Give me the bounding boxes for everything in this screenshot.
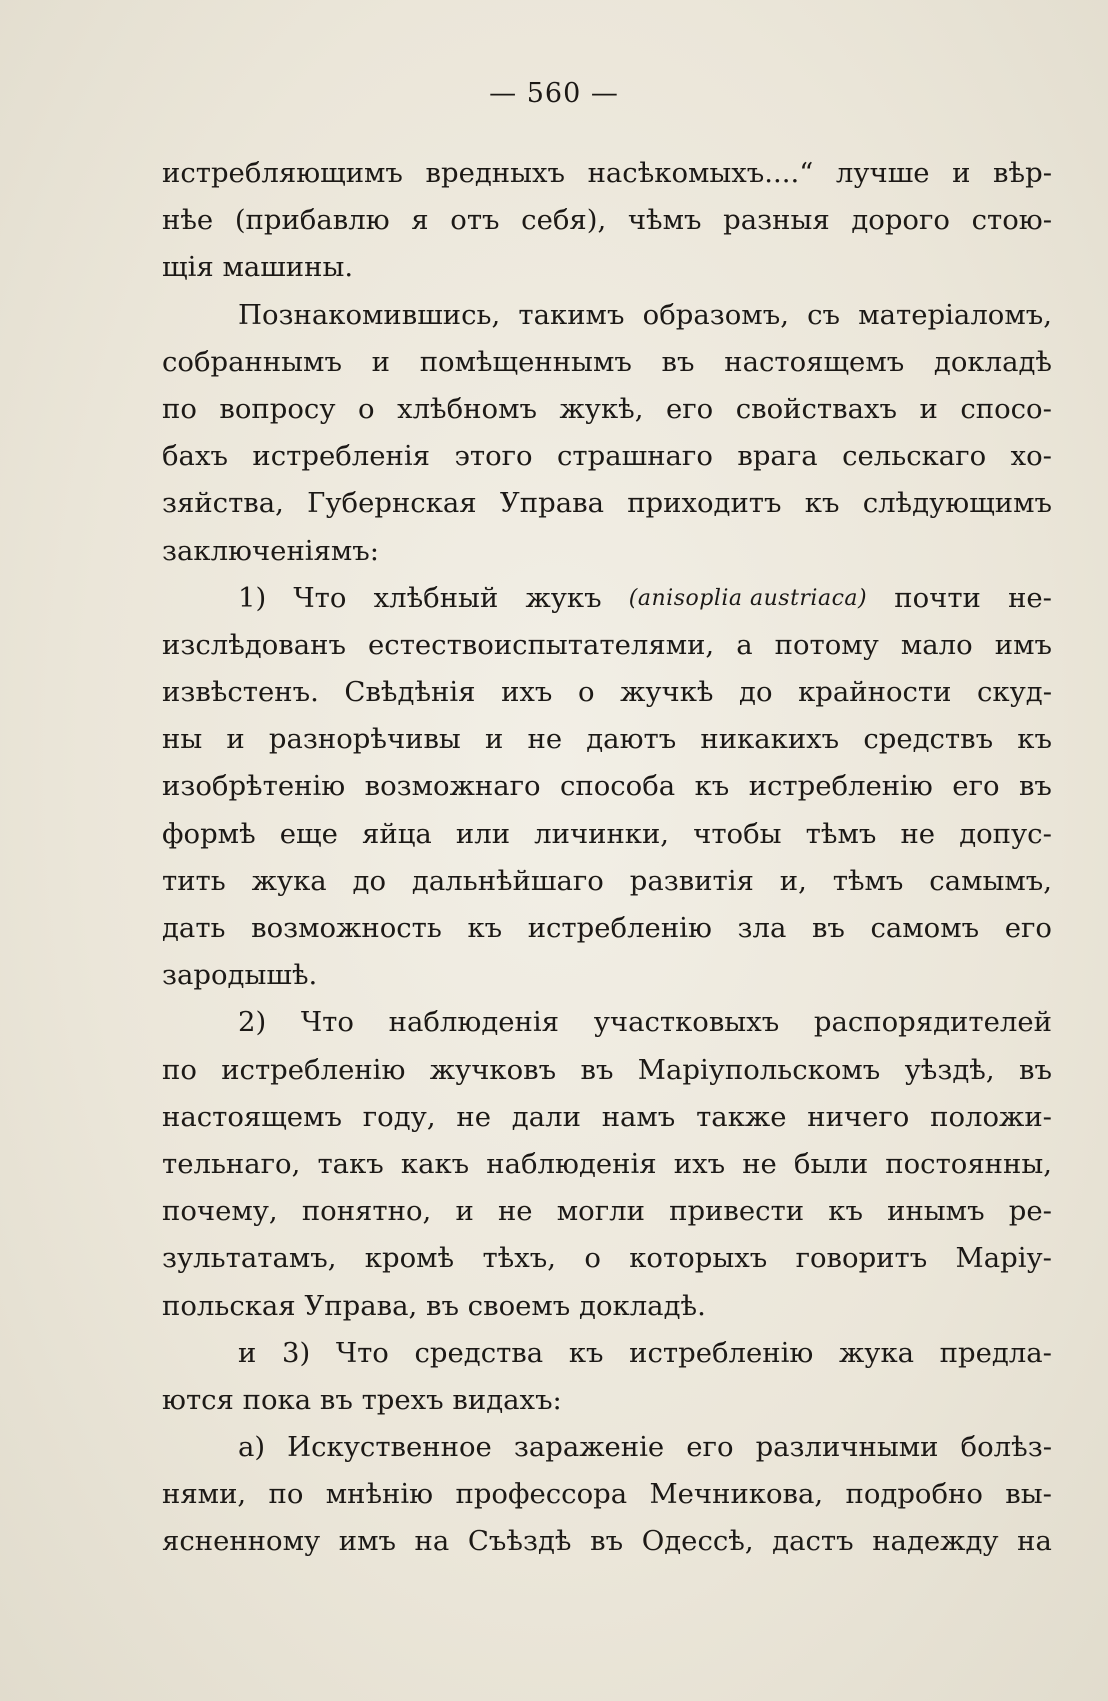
- word: дастъ: [772, 1525, 854, 1558]
- word: до: [352, 864, 387, 897]
- word: чѣмъ: [627, 204, 702, 237]
- word: въ: [661, 345, 695, 378]
- word: его: [952, 770, 1000, 803]
- word: о: [577, 676, 595, 709]
- word: Искуственное: [287, 1431, 492, 1464]
- word: приходитъ: [627, 487, 782, 520]
- word: почему,: [162, 1195, 278, 1228]
- word: вы-: [1005, 1478, 1052, 1511]
- word: Маріупольскомъ: [637, 1053, 881, 1086]
- page-number: — 560 —: [489, 78, 619, 109]
- word: имъ: [338, 1525, 396, 1558]
- word: тѣмъ: [805, 817, 877, 850]
- word: хлѣбномъ: [397, 392, 537, 425]
- word: въ: [590, 1525, 624, 1558]
- word: допус-: [959, 817, 1052, 850]
- word: дать: [162, 912, 226, 944]
- word: заключеніямъ:: [162, 534, 380, 567]
- word: формѣ: [162, 817, 256, 850]
- word: могли: [556, 1195, 645, 1228]
- word: его: [686, 1431, 734, 1464]
- word: наблюденія: [486, 1147, 657, 1180]
- word: насѣкомыхъ....“: [587, 157, 814, 189]
- paragraph-start-line: [162, 575, 1052, 622]
- text-line: [162, 1518, 1052, 1565]
- word: и: [484, 723, 504, 756]
- text-line: [162, 150, 1052, 197]
- word: болѣз-: [960, 1431, 1052, 1464]
- word: естествоиспытателями,: [368, 628, 715, 661]
- word: докладѣ: [933, 345, 1052, 378]
- word: или: [455, 817, 511, 850]
- word: не: [742, 1147, 777, 1180]
- paragraph-start-line: [162, 1424, 1052, 1471]
- word: такъ: [317, 1147, 384, 1180]
- word: съ: [807, 298, 841, 331]
- word: жучковъ: [429, 1053, 557, 1086]
- word: хлѣбный: [373, 581, 499, 614]
- word: также: [696, 1100, 787, 1133]
- word: и: [371, 345, 390, 378]
- word: скуд-: [977, 676, 1052, 709]
- word: и: [238, 1336, 257, 1369]
- paragraph-start-line: [162, 292, 1052, 339]
- word: въ: [1018, 1053, 1052, 1086]
- word: не-: [1008, 581, 1052, 614]
- text-line: [162, 528, 1052, 575]
- text-line: [162, 244, 1052, 291]
- word: самымъ,: [929, 864, 1052, 897]
- word: въ: [580, 1053, 614, 1086]
- word: сельскаго: [842, 440, 987, 473]
- word: не: [456, 1100, 491, 1133]
- word: такимъ: [518, 298, 625, 331]
- word: на: [414, 1525, 450, 1558]
- word: истребляющимъ: [162, 157, 403, 189]
- word: къ: [568, 1336, 604, 1369]
- word: 2): [238, 1006, 267, 1039]
- word: профессора: [455, 1478, 628, 1511]
- word: къ: [694, 770, 730, 803]
- word: образомъ,: [642, 298, 789, 331]
- word: врага: [737, 440, 818, 473]
- word: развитія: [629, 864, 754, 897]
- word: зла: [737, 912, 787, 944]
- word: его: [665, 392, 714, 425]
- latin-species-name: (anisoplia austriaca): [628, 585, 868, 611]
- word: не: [900, 817, 936, 850]
- word: ихъ: [673, 1147, 726, 1180]
- word: къ: [828, 1195, 863, 1228]
- word: ются пока въ трехъ видахъ:: [162, 1383, 562, 1416]
- word: настоящемъ: [724, 345, 905, 378]
- word: жука: [838, 1336, 915, 1369]
- word: истребленію: [527, 912, 712, 944]
- word: зультатамъ,: [162, 1242, 337, 1275]
- word: ясненному: [162, 1525, 321, 1558]
- word: (прибавлю: [234, 204, 390, 237]
- word: какъ: [400, 1147, 470, 1180]
- word: изобрѣтенію: [162, 770, 346, 803]
- word: жукѣ,: [559, 392, 644, 425]
- word: и: [455, 1195, 474, 1228]
- word: ничего: [807, 1100, 910, 1133]
- word: истребленію: [221, 1053, 406, 1086]
- word: яйца: [362, 817, 432, 850]
- paragraph-start-line: [162, 1330, 1052, 1377]
- word: привести: [669, 1195, 805, 1228]
- text-line: [162, 1047, 1052, 1094]
- word: тѣмъ: [832, 864, 904, 897]
- word: не: [527, 723, 563, 756]
- text-line: [162, 197, 1052, 244]
- text-line: [162, 433, 1052, 480]
- text-line: [162, 339, 1052, 386]
- word: жукъ: [525, 581, 602, 614]
- word: 3): [281, 1336, 311, 1369]
- word: истребленія: [252, 440, 431, 473]
- text-line: [162, 622, 1052, 669]
- word: истребленію: [629, 1336, 814, 1369]
- word: средствъ: [863, 723, 994, 756]
- word: зяйства,: [162, 487, 284, 520]
- word: собраннымъ: [162, 345, 342, 378]
- word: Управа: [499, 487, 604, 520]
- word: Что: [335, 1336, 389, 1369]
- text-line: [162, 858, 1052, 905]
- word: способа: [559, 770, 676, 803]
- word: разныя: [723, 204, 830, 237]
- word: Маріу-: [955, 1242, 1052, 1275]
- word: потому: [774, 628, 879, 661]
- text-line: [162, 1188, 1052, 1235]
- word: возможность: [251, 912, 442, 944]
- word: его: [1004, 912, 1052, 944]
- text-line: [162, 1283, 1052, 1330]
- body-text: [162, 150, 1052, 1566]
- word: еще: [279, 817, 338, 850]
- word: и,: [779, 864, 807, 897]
- word: Съѣздѣ: [467, 1525, 572, 1558]
- word: тѣхъ,: [482, 1242, 556, 1275]
- word: по: [162, 392, 197, 425]
- word: Что: [300, 1006, 354, 1039]
- word: лучше: [835, 157, 930, 189]
- word: году,: [362, 1100, 436, 1133]
- word: свойствахъ: [735, 392, 897, 425]
- text-line: [162, 811, 1052, 858]
- word: подробно: [845, 1478, 983, 1511]
- word: о: [584, 1242, 601, 1275]
- word: тить: [162, 864, 226, 897]
- word: личинки,: [534, 817, 670, 850]
- paragraph-start-line: [162, 999, 1052, 1046]
- text-line: [162, 952, 1052, 999]
- word: чтобы: [693, 817, 782, 850]
- word: надежду: [872, 1525, 999, 1558]
- word: почти: [894, 581, 981, 614]
- text-line: [162, 1235, 1052, 1282]
- word: и: [952, 157, 971, 189]
- word: дорого: [851, 204, 950, 237]
- word: по: [162, 1053, 197, 1086]
- word: были: [793, 1147, 869, 1180]
- word: вопросу: [219, 392, 336, 425]
- text-line: [162, 480, 1052, 527]
- word: дали: [511, 1100, 581, 1133]
- word: Мечникова,: [649, 1478, 824, 1511]
- word: я: [411, 204, 429, 237]
- word: вредныхъ: [425, 157, 565, 189]
- word: говоритъ: [795, 1242, 928, 1275]
- word: Что: [293, 581, 347, 614]
- word: распорядителей: [813, 1006, 1052, 1039]
- word: спосо-: [960, 392, 1052, 425]
- word: щія машины.: [162, 251, 354, 284]
- word: и: [919, 392, 938, 425]
- word: предла-: [939, 1336, 1052, 1369]
- word: изслѣдованъ: [162, 628, 346, 661]
- word: жучкѣ: [620, 676, 714, 709]
- word: до: [739, 676, 773, 709]
- word: средства: [414, 1336, 544, 1369]
- word: страшнаго: [557, 440, 713, 473]
- word: зародышѣ.: [162, 959, 318, 992]
- word: а): [238, 1431, 266, 1464]
- text-line: [162, 1141, 1052, 1188]
- word: вѣр-: [993, 157, 1052, 189]
- word: хо-: [1010, 440, 1052, 473]
- text-line: [162, 669, 1052, 716]
- word: польская Управа, въ своемъ докладѣ.: [162, 1289, 706, 1322]
- word: этого: [454, 440, 533, 473]
- word: о: [358, 392, 375, 425]
- word: возможнаго: [364, 770, 541, 803]
- word: имъ: [994, 628, 1052, 661]
- word: даютъ: [586, 723, 677, 756]
- word: извѣстенъ.: [162, 676, 319, 709]
- word: понятно,: [301, 1195, 432, 1228]
- word: а: [736, 628, 753, 661]
- text-line: [162, 1471, 1052, 1518]
- text-line: [162, 905, 1052, 952]
- word: ны: [162, 723, 203, 756]
- word: къ: [804, 487, 840, 520]
- word: никакихъ: [700, 723, 840, 756]
- word: настоящемъ: [162, 1100, 342, 1133]
- word: которыхъ: [629, 1242, 768, 1275]
- word: истребленію: [748, 770, 933, 803]
- word: Губернская: [307, 487, 477, 520]
- word: Познакомившись,: [238, 298, 501, 331]
- text-line: [162, 1377, 1052, 1424]
- word: мнѣнію: [325, 1478, 434, 1511]
- word: 1): [238, 581, 267, 614]
- word: зараженіе: [513, 1431, 665, 1464]
- text-line: [162, 386, 1052, 433]
- word: на: [1017, 1525, 1052, 1558]
- word: дальнѣйшаго: [411, 864, 604, 897]
- word: тельнаго,: [162, 1147, 301, 1180]
- word: не: [497, 1195, 533, 1228]
- word: нями,: [162, 1478, 247, 1511]
- text-line: [162, 1094, 1052, 1141]
- word: по: [268, 1478, 304, 1511]
- word: къ: [467, 912, 503, 944]
- word: бахъ: [162, 440, 228, 473]
- word: нѣе: [162, 204, 214, 237]
- word: кромѣ: [364, 1242, 455, 1275]
- word: крайности: [798, 676, 952, 709]
- word: положи-: [930, 1100, 1052, 1133]
- word: стою-: [971, 204, 1052, 237]
- word: матеріаломъ,: [858, 298, 1052, 331]
- word: мало: [900, 628, 973, 661]
- word: участковыхъ: [593, 1006, 780, 1039]
- word: въ: [1018, 770, 1052, 803]
- word: разнорѣчивы: [268, 723, 461, 756]
- word: различными: [755, 1431, 939, 1464]
- word: ре-: [1008, 1195, 1052, 1228]
- text-line: [162, 763, 1052, 810]
- word: жука: [251, 864, 327, 897]
- word: слѣдующимъ: [862, 487, 1052, 520]
- word: постоянны,: [885, 1147, 1052, 1180]
- word: Свѣдѣнія: [344, 676, 476, 709]
- word: и: [226, 723, 245, 756]
- word: наблюденія: [388, 1006, 560, 1039]
- word: къ: [1017, 723, 1052, 756]
- word: себя),: [521, 204, 607, 237]
- word: Одессѣ,: [641, 1525, 754, 1558]
- word: въ: [811, 912, 845, 944]
- word: инымъ: [887, 1195, 985, 1228]
- word: ихъ: [501, 676, 553, 709]
- text-line: [162, 716, 1052, 763]
- word: уѣздѣ,: [904, 1053, 995, 1086]
- word: отъ: [450, 204, 500, 237]
- word: намъ: [601, 1100, 676, 1133]
- word: помѣщеннымъ: [419, 345, 632, 378]
- word: самомъ: [870, 912, 980, 944]
